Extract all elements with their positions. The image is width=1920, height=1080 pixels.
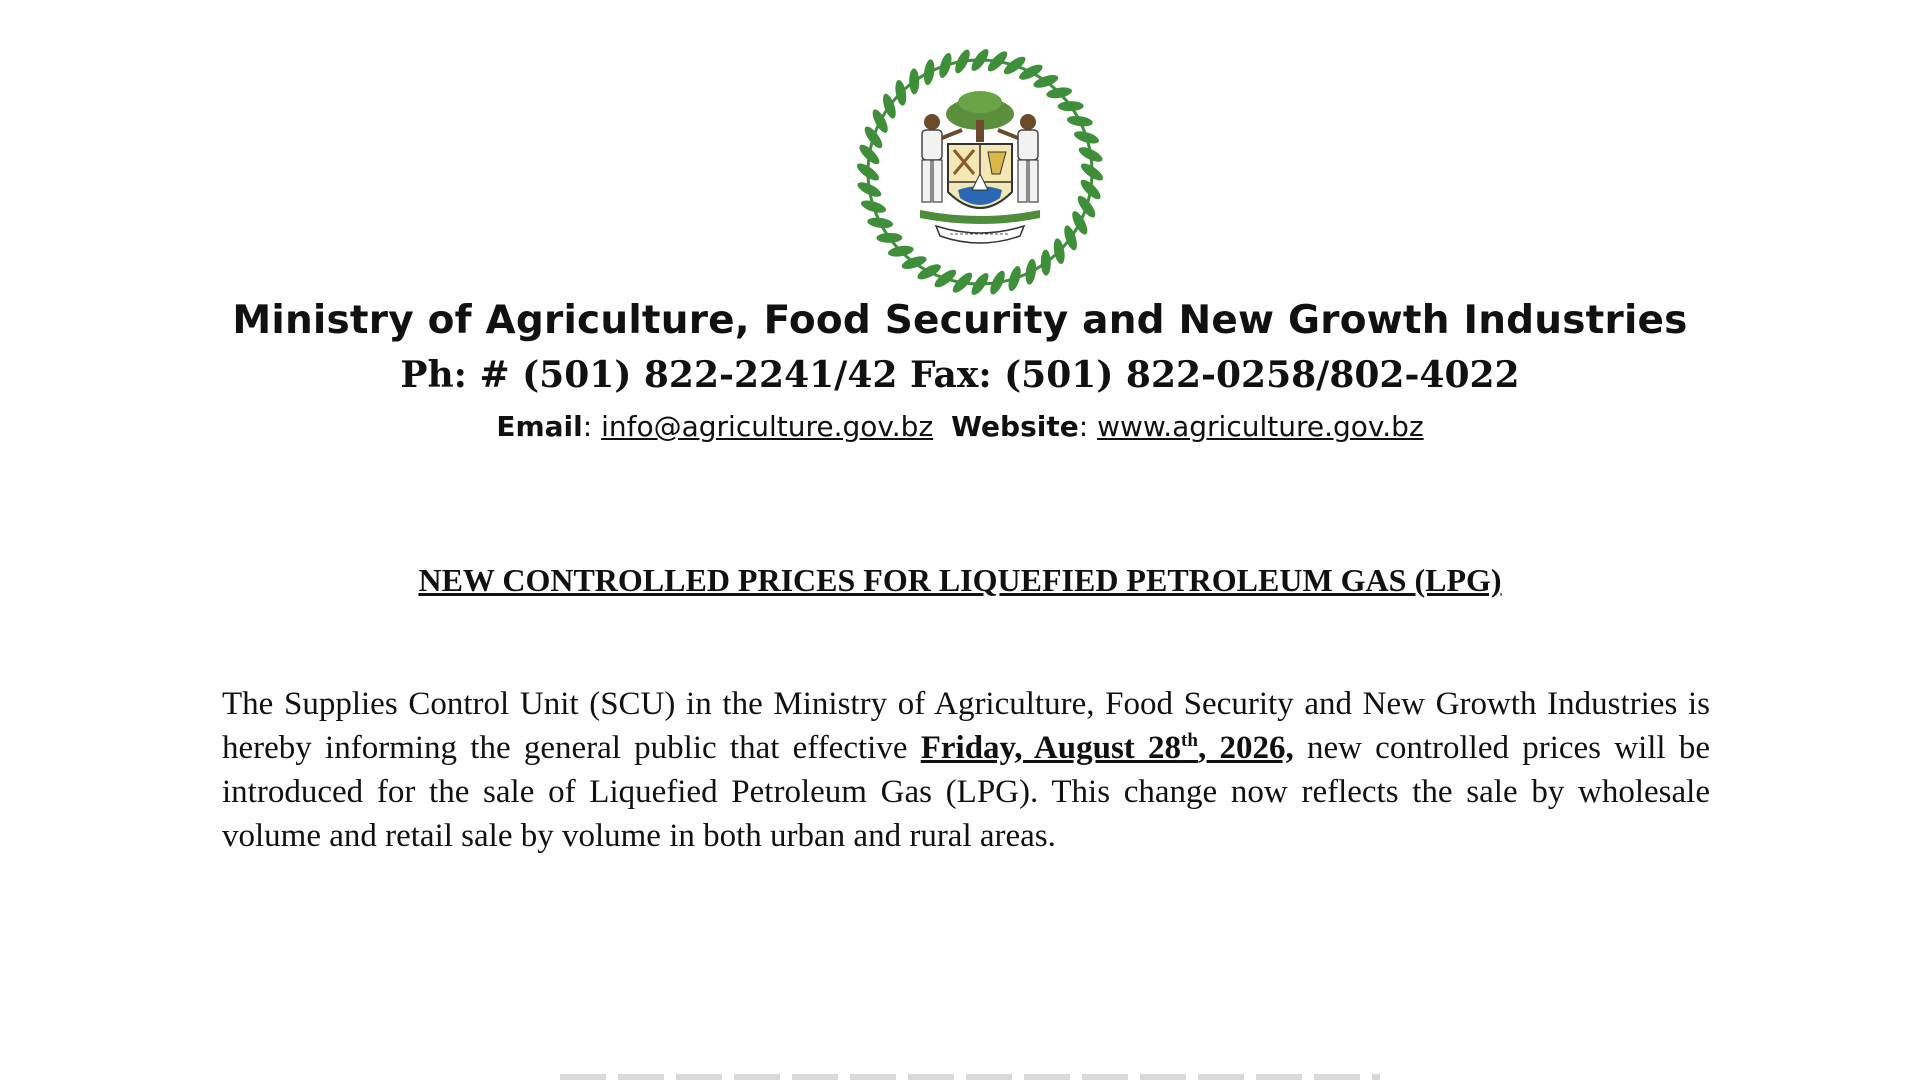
cut-off-text-line [560,1074,1380,1080]
paragraph-text-part2: new controlled prices will be introduced for the sale of Liquefied Petroleum Gas (LPG). This change now reflects the sale by wholesale volume and retail sale by volume in both urban and rural areas. [222,730,1711,854]
notice-title: NEW CONTROLLED PRICES FOR LIQUEFIED PETROLEUM GAS (LPG) [418,562,1502,598]
ministry-name: Ministry of Agriculture, Food Security and New Growth Industries [232,298,1688,343]
effective-date: Friday, August 28th, 2026, [920,730,1294,766]
notice-paragraph [222,682,1710,858]
paragraph-text-part1: The Supplies Control Unit (SCU) in the Ministry of Agriculture, Food Security and New Growth Industries is hereby informing the general public that effective [222,686,1710,766]
contact-line: Email: info@agriculture.gov.bz Website: www.agriculture.gov.bz [496,410,1424,443]
phone-fax-line: Ph: # (501) 822-2241/42 Fax: (501) 822-0258/802-4022 [400,354,1520,396]
website-link[interactable]: www.agriculture.gov.bz [1097,410,1424,443]
email-label: Email [496,410,583,443]
website-label: Website [951,410,1079,443]
belize-coat-of-arms-icon [850,42,1110,302]
email-link[interactable]: info@agriculture.gov.bz [601,410,934,443]
